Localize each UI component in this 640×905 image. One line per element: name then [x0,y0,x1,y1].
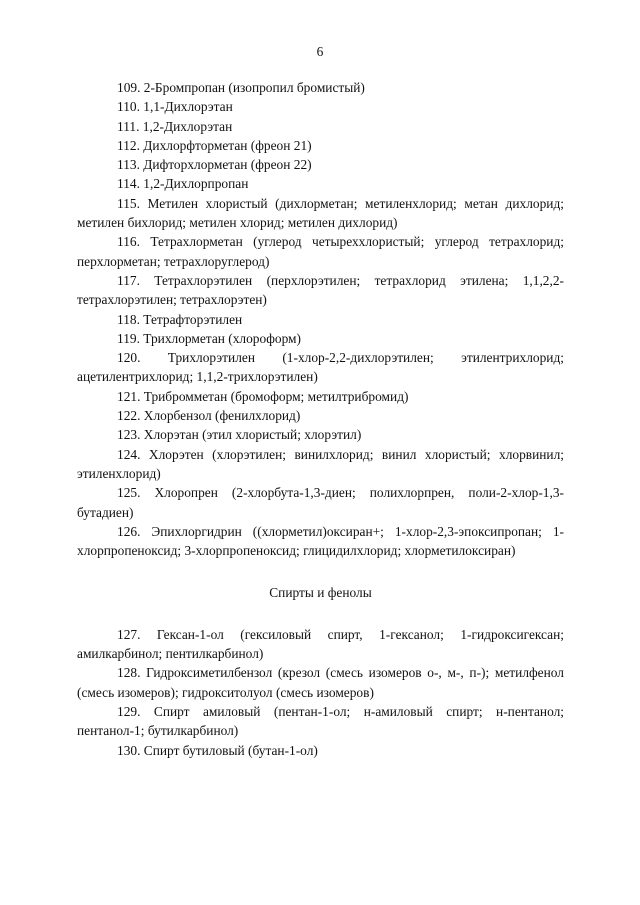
list-item: 124. Хлорэтен (хлорэтилен; винилхлорид; винил хлористый; хлорвинил; этиленхлорид) [77,446,564,481]
list-item: 129. Спирт амиловый (пентан-1-ол; н-амиловый спирт; н-пентанол; пентанол-1; бутилкарбинол) [77,703,564,739]
list-item: 127. Гексан-1-ол (гексиловый спирт, 1-гексанол; 1-гидроксигексан; амилкарбинол; пентилкарбинол) [77,626,564,662]
list-item: 123. Хлорэтан (этил хлористый; хлорэтил) [117,427,362,443]
list-item: 121. Трибромметан (бромоформ; метилтрибромид) [117,388,409,404]
page-content [77,78,564,760]
list-item: 128. Гидроксиметилбензол (крезол (смесь изомеров о-, м-, п-); метилфенол (смесь изомеров); гидрокситолуол (смесь изомеров) [77,665,564,700]
list-item: 122. Хлорбензол (фенилхлорид) [117,408,301,424]
substance-list-halogenated [77,78,564,560]
list-item: 110. 1,1-Дихлорэтан [117,99,233,115]
section-heading: Спирты и фенолы [269,585,372,601]
list-item: 114. 1,2-Дихлорпропан [117,176,249,192]
list-item: 111. 1,2-Дихлорэтан [117,118,233,134]
list-item: 118. Тетрафторэтилен [117,311,243,327]
list-item: 112. Дихлорфторметан (фреон 21) [117,137,312,153]
list-item: 116. Тетрахлорметан (углерод четыреххлористый; углерод тетрахлорид; перхлорметан; тетрахлоруглерод) [77,234,564,269]
substance-list-alcohols [77,625,564,760]
list-item: 119. Трихлорметан (хлороформ) [117,330,301,346]
list-item: 120. Трихлорэтилен (1-хлор-2,2-дихлорэтилен; этилентрихлорид; ацетилентрихлорид; 1,1,2-трихлорэтилен) [77,350,564,385]
list-item: 126. Эпихлоргидрин ((хлорметил)оксиран+; 1-хлор-2,3-эпоксипропан; 1-хлорпропеноксид; 3-хлорпропеноксид; глицидилхлорид; хлорметилоксиран) [77,523,564,559]
page-number: 6 [316,44,324,59]
list-item: 117. Тетрахлорэтилен (перхлорэтилен; тетрахлорид этилена; 1,1,2,2-тетрахлорэтилен; тетрахлорэтен) [77,272,564,308]
list-item: 130. Спирт бутиловый (бутан-1-ол) [117,742,318,758]
list-item: 109. 2-Бромпропан (изопропил бромистый) [117,80,365,95]
list-item: 113. Дифторхлорметан (фреон 22) [117,157,312,173]
list-item: 115. Метилен хлористый (дихлорметан; метиленхлорид; метан дихлорид; метилен бихлорид; метилен хлорид; метилен дихлорид) [77,195,564,231]
list-item: 125. Хлоропрен (2-хлорбута-1,3-диен; полихлорпрен, поли-2-хлор-1,3-бутадиен) [77,485,564,520]
